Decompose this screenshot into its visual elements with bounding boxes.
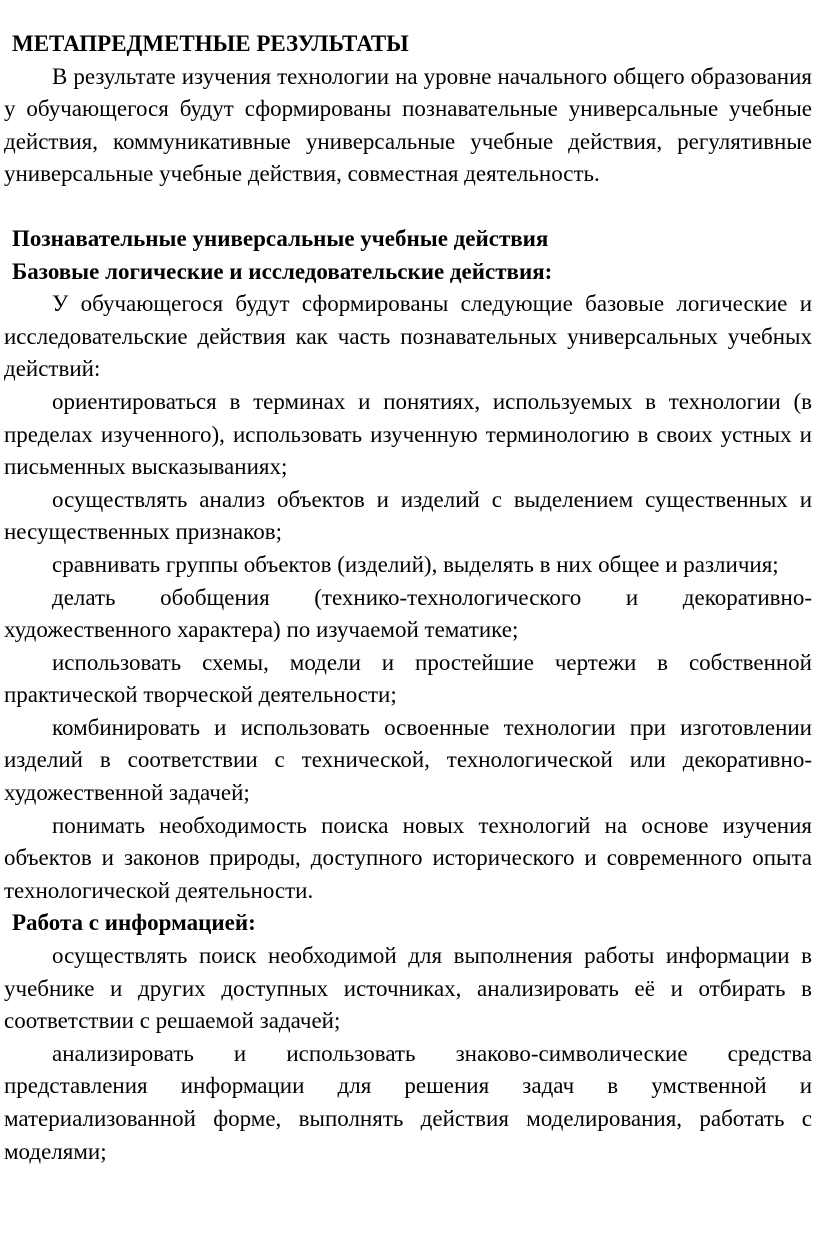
- list-item: делать обобщения (технико-технологического и декоративно-художественного характера) по изучаемой тематике;: [4, 584, 812, 643]
- spacer: [4, 191, 812, 223]
- list-item: использовать схемы, модели и простейшие чертежи в собственной практической творческой деятельности;: [4, 649, 812, 708]
- list-item: анализировать и использовать знаково-символические средства представления информации для решения задач в умственной и материализованной форме, выполнять действия моделирования, работать с моделями;: [4, 1040, 812, 1164]
- subsection-lead-paragraph: У обучающегося будут сформированы следующие базовые логические и исследовательские действия как часть познавательных универсальных учебных действий:: [4, 291, 812, 382]
- subsection-heading-logic: Базовые логические и исследовательские действия:: [12, 258, 553, 284]
- list-item: комбинировать и использовать освоенные технологии при изготовлении изделий в соответствии с технической, технологической или декоративно-художественной задачей;: [4, 714, 812, 806]
- intro-paragraph: В результате изучения технологии на уровне начального общего образования у обучающегося будут сформированы познавательные универсальные учебные действия, коммуникативные универсальные учебные действия, регулятивные универсальные учебные действия, совместная деятельность.: [4, 63, 812, 187]
- document-title: МЕТАПРЕДМЕТНЫЕ РЕЗУЛЬТАТЫ: [12, 31, 409, 56]
- subsection-heading-information: Работа с информацией:: [12, 910, 256, 936]
- list-item: сравнивать группы объектов (изделий), выделять в них общее и различия;: [52, 551, 779, 577]
- list-item: осуществлять анализ объектов и изделий с выделением существенных и несущественных признаков;: [4, 486, 812, 545]
- list-item: понимать необходимость поиска новых технологий на основе изучения объектов и законов природы, доступного исторического и современного опыта технологической деятельности.: [4, 812, 812, 903]
- list-item: ориентироваться в терминах и понятиях, используемых в технологии (в пределах изученного), использовать изученную терминологию в своих устных и письменных высказываниях;: [4, 388, 812, 480]
- list-item: осуществлять поиск необходимой для выполнения работы информации в учебнике и других доступных источниках, анализировать её и отбирать в соответствии с решаемой задачей;: [4, 943, 812, 1034]
- section-heading: Познавательные универсальные учебные действия: [12, 225, 549, 251]
